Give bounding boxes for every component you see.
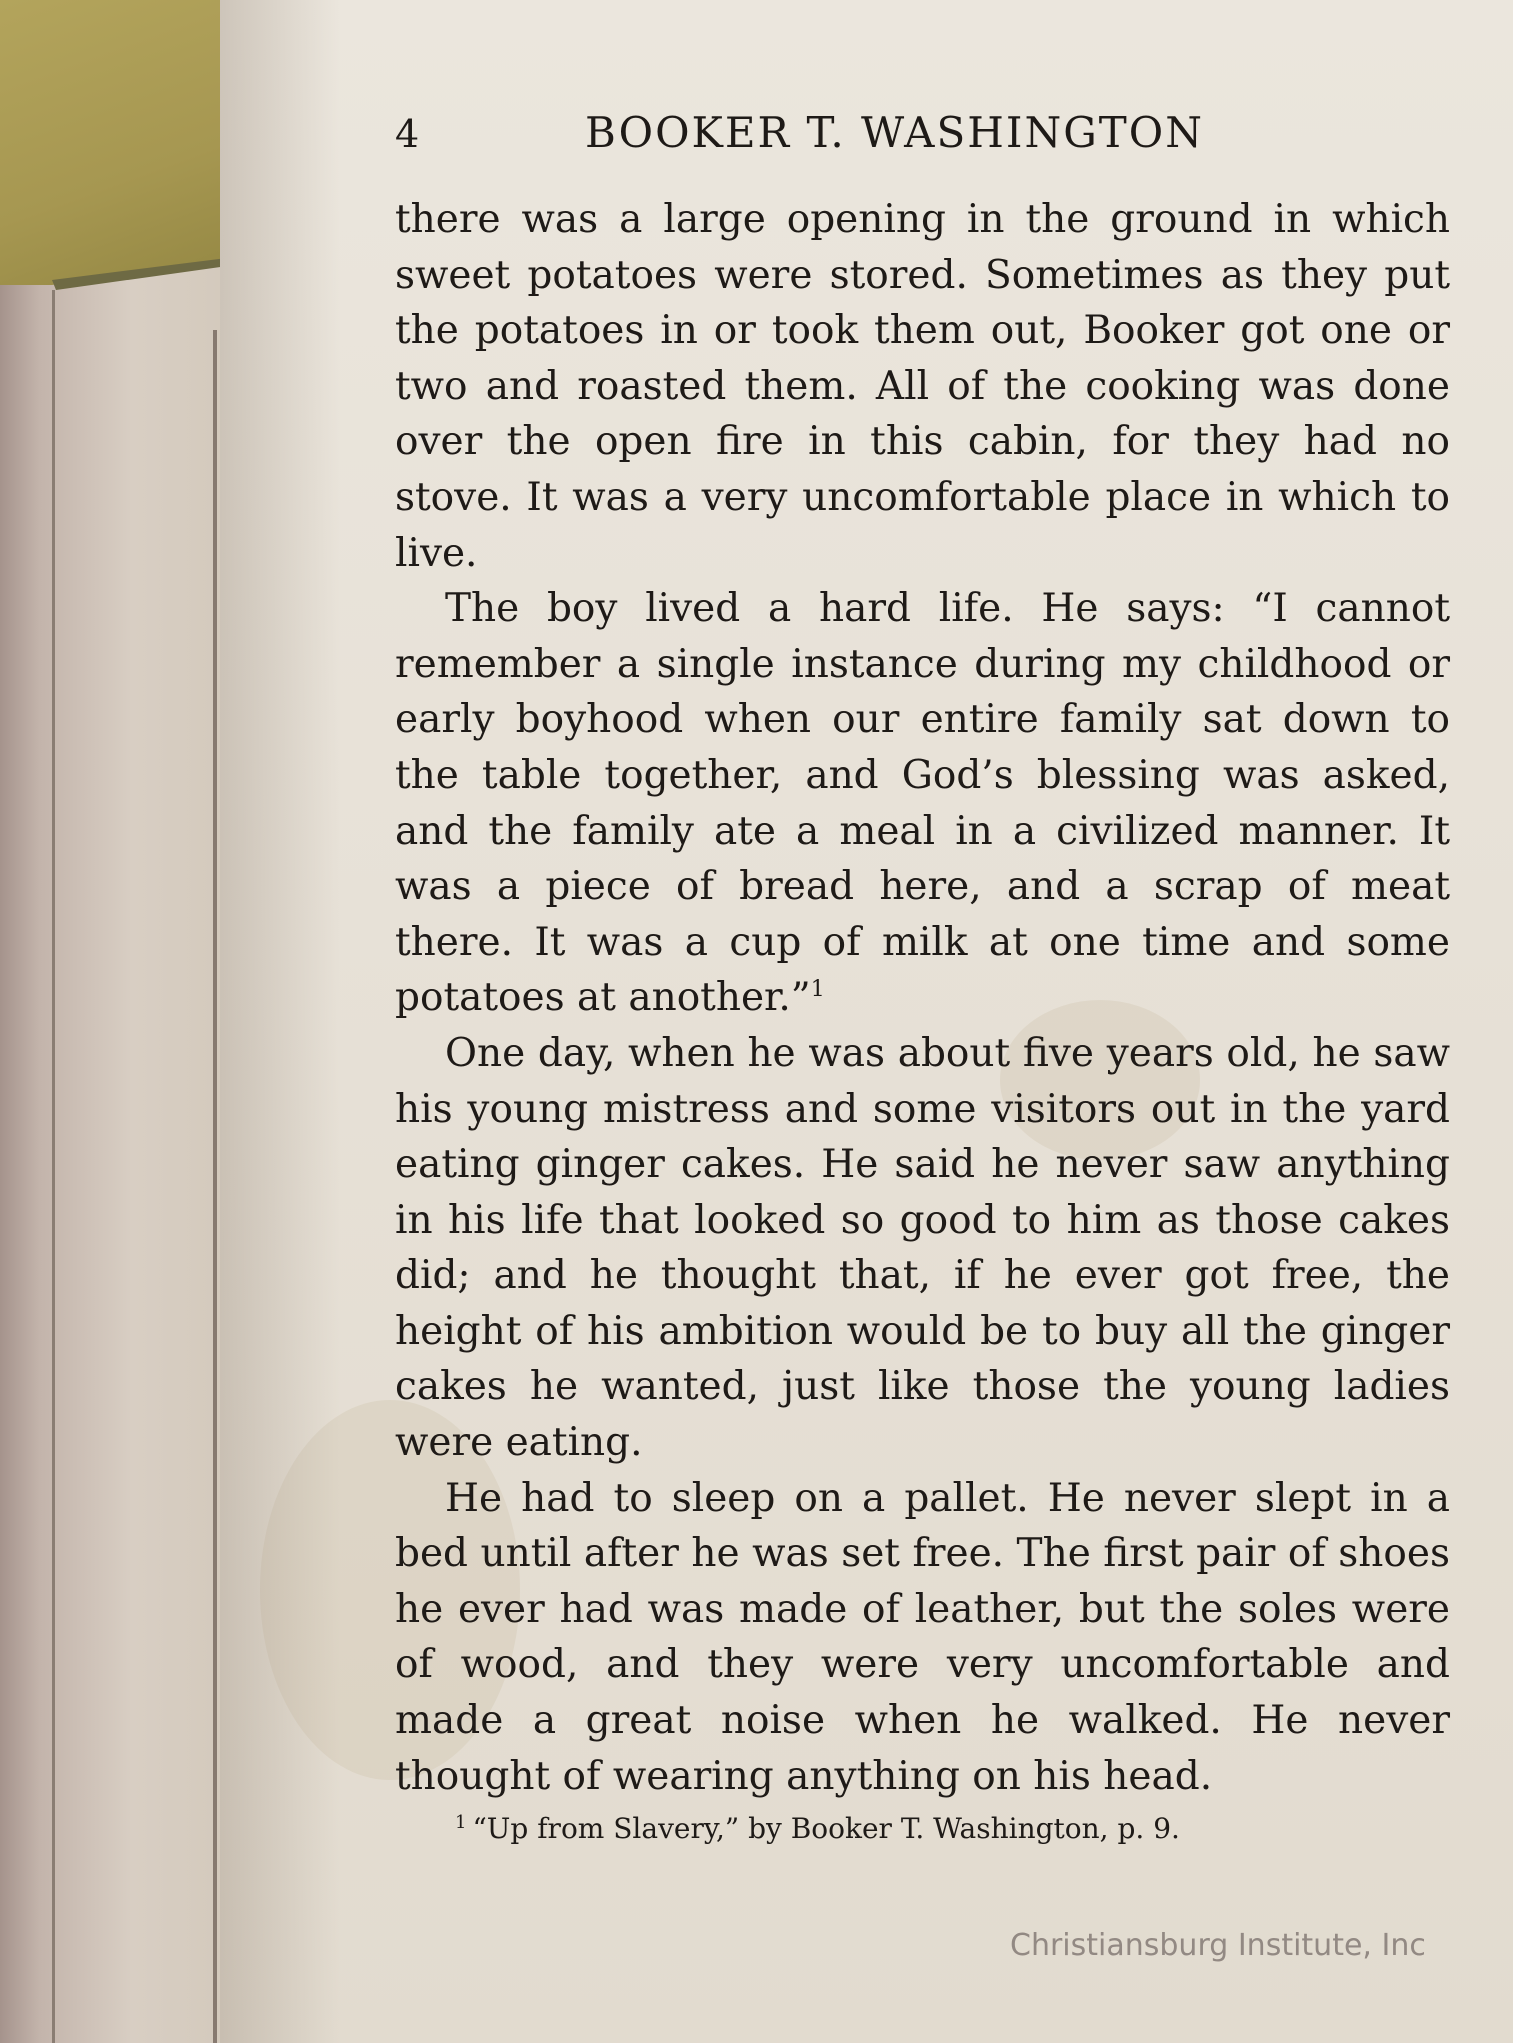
book-spine [0, 0, 220, 2043]
page-header [395, 108, 1255, 158]
footnote-marker: 1 [455, 1812, 467, 1833]
paragraph: He had to sleep on a pallet. He never slept in a bed until after he was set free. The first pair of shoes he ever had was made of leather, but the soles were of wood, and they were very uncomfortable and made a great noise when he walked. He never thought of wearing anything on his head. [395, 1475, 1450, 1799]
paragraph: there was a large opening in the ground in which sweet potatoes were stored. Sometimes as they put the potatoes in or took them out, Booker got one or two and roasted them. All of the cooking was done over the open fire in this cabin, for they had no stove. It was a very uncomfortable place in which to live. [395, 197, 1450, 576]
footnote-reference: 1 [810, 977, 825, 1003]
spine-fold-line [213, 330, 217, 2043]
body-text [395, 192, 1450, 1804]
page-number: 4 [395, 112, 420, 156]
paragraph-text: The boy lived a hard life. He says: “I cannot remember a single instance during my childhood or early boyhood when our entire family sat down to the table together, and God’s blessing was asked, and the family ate a meal in a civilized manner. It was a piece of bread here, and a scrap of meat there. It was a cup of milk at one time and some potatoes at another.” [395, 586, 1450, 1021]
paragraph [395, 581, 1450, 1026]
footnote-text: “Up from Slavery,” by Booker T. Washington, p. 9. [472, 1812, 1180, 1845]
spine-page-edge-line [52, 290, 55, 2043]
paragraph: One day, when he was about five years old, he saw his young mistress and some visitors out in the yard eating ginger cakes. He said he never saw anything in his life that looked so good to him as those cakes did; and he thought that, if he ever got free, the height of his ambition would be to buy all the ginger cakes he wanted, just like those the young ladies were eating. [395, 1030, 1450, 1466]
running-head: BOOKER T. WASHINGTON [585, 108, 1204, 157]
watermark: Christiansburg Institute, Inc [1010, 1928, 1426, 1963]
page-gutter-shadow [220, 0, 340, 2043]
footnote [455, 1812, 1180, 1845]
